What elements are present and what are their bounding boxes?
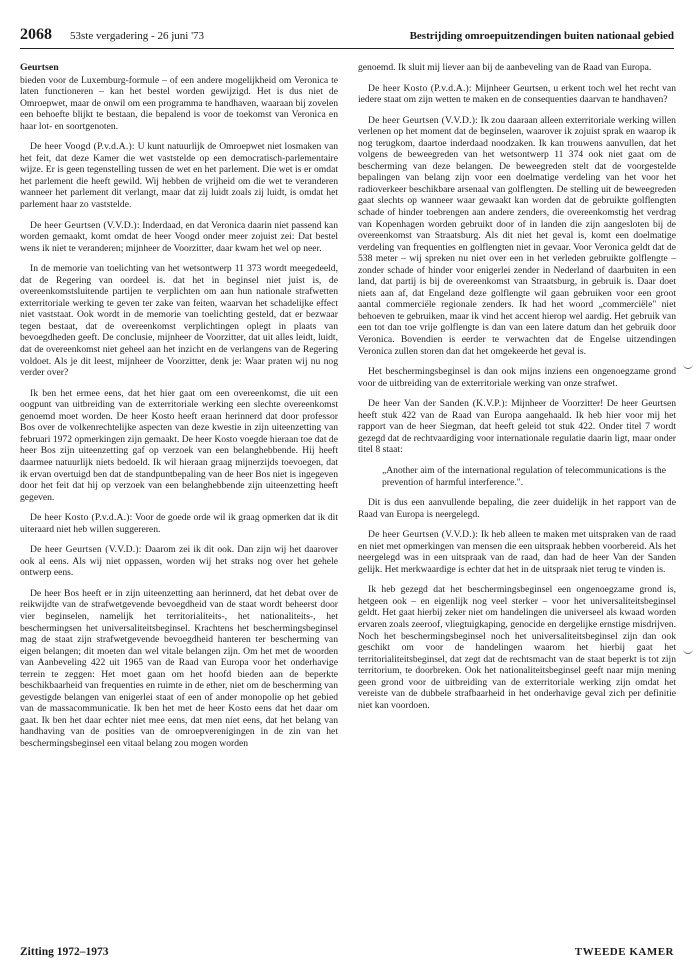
paragraph	[20, 544, 338, 579]
margin-mark	[683, 649, 693, 654]
speaker-label: De heer Voogd (P.v.d.A.):	[30, 141, 135, 153]
paragraph	[20, 220, 338, 255]
paragraph	[20, 512, 338, 535]
speech-text: U kunt natuurlijk de Omroepwet niet losmaken van het feit, dat deze Kamer die wet vaststelde op een democratisch-parlementaire wijze. Er is geen tegenstelling tussen de wet en het parlement. Die wet is er omdat het parlement die heeft gewild. Wij hebben de vrijheid om die wet te veranderen wanneer het parlement dit verlangt, maar dat zij luidt zoals zij luidt, is omdat het parlement haar zo vaststelde.	[20, 141, 339, 211]
quotation: „Another aim of the international regulation of telecommunications is the prevention of harmful interference.".	[382, 464, 666, 488]
paragraph: Dit is dus een aanvullende bepaling, die zeer duidelijk in het rapport van de Raad van Europa is neergelegd.	[358, 497, 676, 520]
paragraph: Het beschermingsbeginsel is dan ook mijns inziens een ongenoegzame grond voor de uitbreiding van de exterritoriale werking van onze strafwet.	[358, 366, 676, 389]
page-header	[20, 26, 674, 49]
right-column	[358, 62, 676, 720]
speech-text: Mijnheer de Voorzitter! De heer Geurtsen heeft stuk 422 van de Raad van Europa aangehaald. Ik heb hier voor mij het rapport van de heer Siegman, dat heeft geleid tot stuk 422. Onder titel 7 wordt gezegd dat de rechtvaardiging voor internationale regulatie daarin ligt, maar onder titel 8 staat:	[358, 398, 676, 456]
meeting-info: 53ste vergadering - 26 juni '73	[70, 30, 205, 42]
paragraph	[358, 83, 676, 106]
margin-mark	[683, 364, 693, 369]
speaker-label: De heer Geurtsen (V.V.D.):	[30, 544, 142, 556]
paragraph: bieden voor de Luxemburg-formule – of een andere mogelijkheid om Veronica te laten functioneren – kan het bestel worden gewijzigd. Het is dus niet de Omroepwet, maar de onwil om een programma te handhaven, waaraan bij zovelen een behoefte blijkt te bestaan, die bepalend is voor de toekomst van Veronica en haar lot- en soortgenoten.	[20, 74, 338, 132]
speaker-label: De heer Kosto (P.v.d.A.):	[30, 512, 133, 524]
speech-text: Mijnheer Geurtsen, u erkent toch wel het recht van iedere staat om zijn wetten te maken en de consequenties daarvan te handhaven?	[358, 82, 676, 106]
speaker-label: De heer Kosto (P.v.d.A.):	[368, 82, 472, 94]
paragraph: De heer Bos heeft er in zijn uiteenzetting aan herinnerd, dat het debat over de reikwijdte van de strafwetgevende bevoegdheid van de staat wordt beheerst door vier beginselen, namelijk het territorialiteits-, het nationaliteits-, het beschermingsen het universaliteitsbeginsel. Krachtens het beschermingsbeginsel mag de staat zijn strafwetgevende bevoegdheid hanteren ter bescherming van eigen belangen; dit moeten dan wel vitale belangen zijn. Om het met de woorden van Aanbeveling 422 uit 1965 van de Raad van Europa voor het onderhavige terrein te zeggen: Het moet gaan om het hoofd bieden aan de beperkte beschikbaarheid van frequenties en ruimte in de ether, niet om de bescherming van gevestigde belangen van enigerlei staat of een of ander monopolie op het gebied van de massacommunicatie. Ik ben het met de heer Kosto eens dat het daar om gaat. Ik ben het daar echter niet mee eens, dat men niet eens, dat het belang van handhaving van de posities van de omroepverenigingen in de zin van het beschermingsbeginsel een vitaal belang zou mogen worden	[20, 587, 338, 749]
speech-text: Inderdaad, en dat Veronica daarin niet passend kan worden gemaakt, komt omdat de heer Voogd onder meer zojuist zei: Dat bestel wens ik niet te veranderen; mijnheer de Voorzitter, daar kwam het wel op neer.	[20, 219, 338, 254]
page-number: 2068	[20, 26, 52, 43]
speaker-label: De heer Van der Sanden (K.V.P.):	[368, 398, 508, 410]
paragraph	[358, 115, 676, 357]
speech-text: Voor de goede orde wil ik graag opmerken dat ik dit uiteraard niet heb willen suggereren.	[20, 512, 338, 535]
speech-text: Ik heb alleen te maken met uitspraken van de raad en niet met opmerkingen van mensen die een uitspraak hebben voorbereid. Als het neergelegd was in een uitspraak van de raad, dan had de heer Van der Sanden gelijk. Het merkwaardige is echter dat het in de uitspraak niet terug te vinden is.	[358, 529, 676, 575]
paragraph: Ik ben het ermee eens, dat het hier gaat om een overeenkomst, die uit een oogpunt van uitbreiding van de exterritoriale werking een slechte overeenkomst genoemd moet worden. De heer Kosto heeft eraan herinnerd dat door professor Bos over de volkenrechtelijke aspecten van deze kwestie in zijn uiteenzetting van februari 1972 opmerkingen zijn gemaakt. De heer Kosto voegde hieraan toe dat de heer Bos zijn uiteenzetting gaf op verzoek van een belanghebbende. Hij heeft daarmee natuurlijk niets bedoeld. Ik wil hieraan graag mijnerzijds toevoegen, dat ik ervan overtuigd ben dat de standpuntbepaling van de heer Bos niet is ingegeven door het feit dat hij op verzoek van een belanghebbende zijn uiteenzetting heeft gegeven.	[20, 387, 338, 503]
speech-text: Ik zou daaraan alleen exterritoriale werking willen verlenen op het moment dat de beginselen, waarover ik zojuist sprak en waarop ik nog terugkom, daartoe inderdaad noodzaken. Ik kan trouwens aanvullen, dat het volgens de beweegreden van het wetsontwerp 11 374 ook niet gaat om de bescherming van deze belangen. De beweegreden stelt dat de voorgestelde bepalingen van belang zijn voor een doelmatige verdeling van het voor het radioverkeer beschikbare arsenaal van golflengten. De stelling uit de beweegreden gaat slechts op wanneer waar gewaakt kan worden dat de gebruikte golflengten schade of hinder toebrengen aan andere zenders, die overeenkomstig het verdrag van Kopenhagen worden gebruikt door of in landen die zijn aangesloten bij de overeenkomst van Straatsburg. Als dit niet het geval is, komt een doelmatige verdeling van frequenties en golflengten niet in gevaar. Voor Veronica geldt dat de 538 meter – wij spreken nu niet over een in het verleden gebruikte golflengte – zonder schade of hinder voor enigerlei zender in Nederland of daarbuiten in een land, dat partij is bij de overeenkomst van Straatsburg, in gebruik is. Daar doet niets aan af, dat Engeland deze golflengte wil gaan gebruiken voor een groot aantal commerciële regionale zenders. Ik had het woord „commerciële" niet behoeven te gebruiken, maar ik vind het accent hierop wel aardig. Het gebruik van een tot dan toe vrije golflengte is dan van een latere datum dan het gebruik door Veronica. Bovendien is eerder te verwachten dat de Engelse uitzendingen Veronica zullen storen dan dat het omgekeerde het geval is.	[358, 114, 676, 357]
paragraph	[358, 529, 676, 575]
speaker-label: De heer Geurtsen (V.V.D.):	[368, 114, 478, 126]
paragraph: In de memorie van toelichting van het wetsontwerp 11 373 wordt meegedeeld, dat de Regering van oordeel is. dat het in beginsel niet juist is, de overeenkomstsluitende partijen te verplichten om aan hun nationale strafwetten exterritoriale werking te geven ter zake van feiten, waarvan het schadelijke effect niet vaststaat. Ook wordt in de memorie van toelichting gesteld, dat er bezwaar tegen bestaat, dat de overeenkomst verplichtingen oplegt in plaats van bevoegdheden geeft. De conclusie, mijnheer de Voorzitter, dat uit alles leidt, luidt, dat de overeenkomst niet geheel aan het inzicht en de verlangens van de Regering voldoet. Als je dit leest, mijnheer de Voorzitter, denk je: Waar praten wij nu nog verder over?	[20, 263, 338, 379]
paragraph	[20, 141, 338, 210]
section-speaker: Geurtsen	[20, 62, 59, 73]
paragraph	[358, 398, 676, 456]
running-title: Bestrijding omroepuitzendingen buiten nationaal gebied	[409, 30, 674, 42]
footer-session: Zitting 1972–1973	[20, 946, 109, 958]
footer-chamber: TWEEDE KAMER	[574, 946, 674, 958]
paragraph: genoemd. Ik sluit mij liever aan bij de aanbeveling van de Raad van Europa.	[358, 62, 652, 73]
speaker-label: De heer Geurtsen (V.V.D.):	[368, 529, 479, 541]
speech-text: Daarom zei ik dit ook. Dan zijn wij het daarover ook al eens. Als wij niet oppassen, worden wij het straks nog over het gehele ontwerp eens.	[20, 544, 338, 579]
left-column	[20, 62, 338, 759]
speaker-label: De heer Geurtsen (V.V.D.):	[30, 219, 140, 231]
paragraph: Ik heb gezegd dat het beschermingsbeginsel een ongenoegzame grond is, hetgeen ook – en eigenlijk nog veel sterker – voor het universaliteitsbeginsel geldt. Het gaat hierbij zeker niet om handelingen die universeel als kwaad worden ervaren zoals zeeroof, vliegtuigkaping, genocide en dergelijke ernstige misdrijven. Noch het beschermingsbeginsel noch het universaliteitsbeginsel zijn dan ook geschikt om voor de handelingen waarom het hierbij gaat het territorialiteitsbeginsel, dat zegt dat de rechtsmacht van de staat beperkt is tot zijn territorium, te doorbreken. Ook het nationaliteitsbeginsel geeft naar mijn mening geen grond voor de uitbreiding van de exterritoriale werking zijn omdat het vereiste van de dubbele strafbaarheid in het onderhavige geval zich per definitie niet kan voordoen.	[358, 584, 676, 711]
